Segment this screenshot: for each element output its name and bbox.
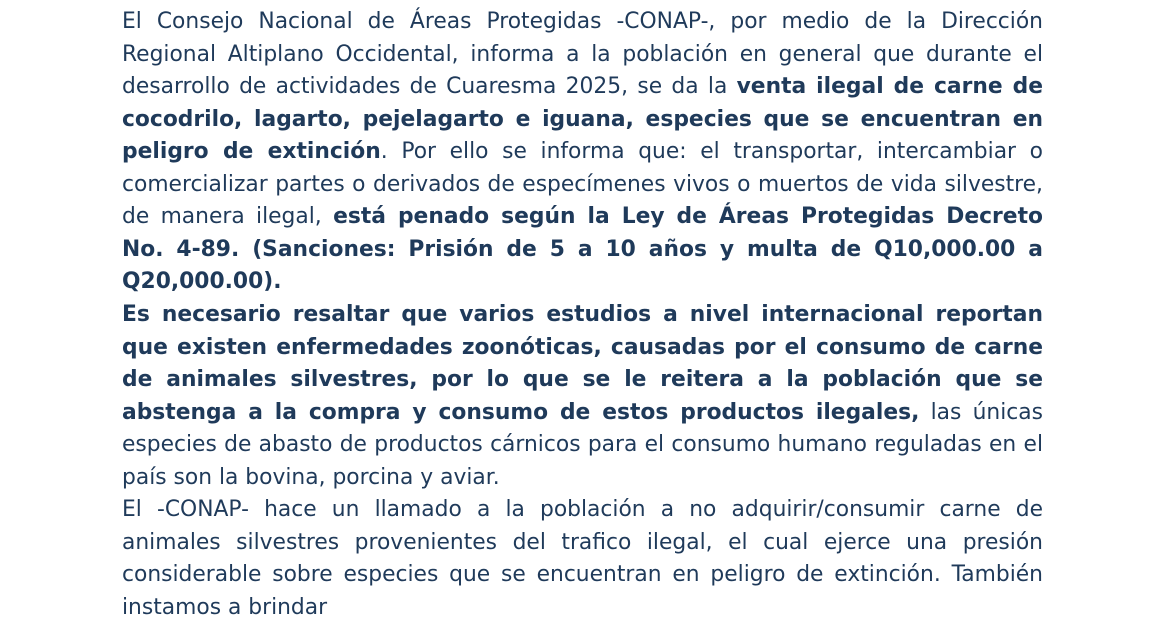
paragraph-2 [122,299,1043,494]
paragraph-2-text: las únicas especies de abasto de productos cárnicos para el consumo humano reguladas en el país son la bovina, porcina y aviar. [122,399,1043,490]
paragraph-1 [122,6,1043,299]
paragraph-1-highlight-penalty: está penado según la Ley de Áreas Protegidas Decreto No. 4-89. (Sanciones: Prisión de 5 a 10 años y multa de Q10,000.00 a Q20,000.00). [122,204,1043,294]
paragraph-3 [122,494,1043,624]
paragraph-1-text-continued: . Por ello se informa que: el transportar, intercambiar o comercializar partes o derivados de especímenes vivos o muertos de vida silvestre, de manera ilegal, [122,139,1043,229]
paragraph-2-highlight-zoonotic: Es necesario resaltar que varios estudios a nivel internacional reportan que existen enfermedades zoonóticas, causadas por el consumo de carne de animales silvestres, por lo que se le reitera a la población que se abstenga a la compra y consumo de estos productos ilegales, [122,302,1043,425]
paragraph-3-text: El -CONAP- hace un llamado a la población a no adquirir/consumir carne de animales silvestres provenientes del trafico ilegal, el cual ejerce una presión considerable sobre especies que se encuentran en peligro de extinción. También instamos a brindar [122,497,1043,620]
paragraph-1-highlight-illegal-sale: venta ilegal de carne de cocodrilo, lagarto, pejelagarto e iguana, especies que se encuentran en peligro de extinción [122,74,1043,164]
paragraph-1-text: El Consejo Nacional de Áreas Protegidas -CONAP-, por medio de la Dirección Regional Altiplano Occidental, informa a la población en general que durante el desarrollo de actividades de Cuaresma 2025, se da la [122,9,1043,99]
